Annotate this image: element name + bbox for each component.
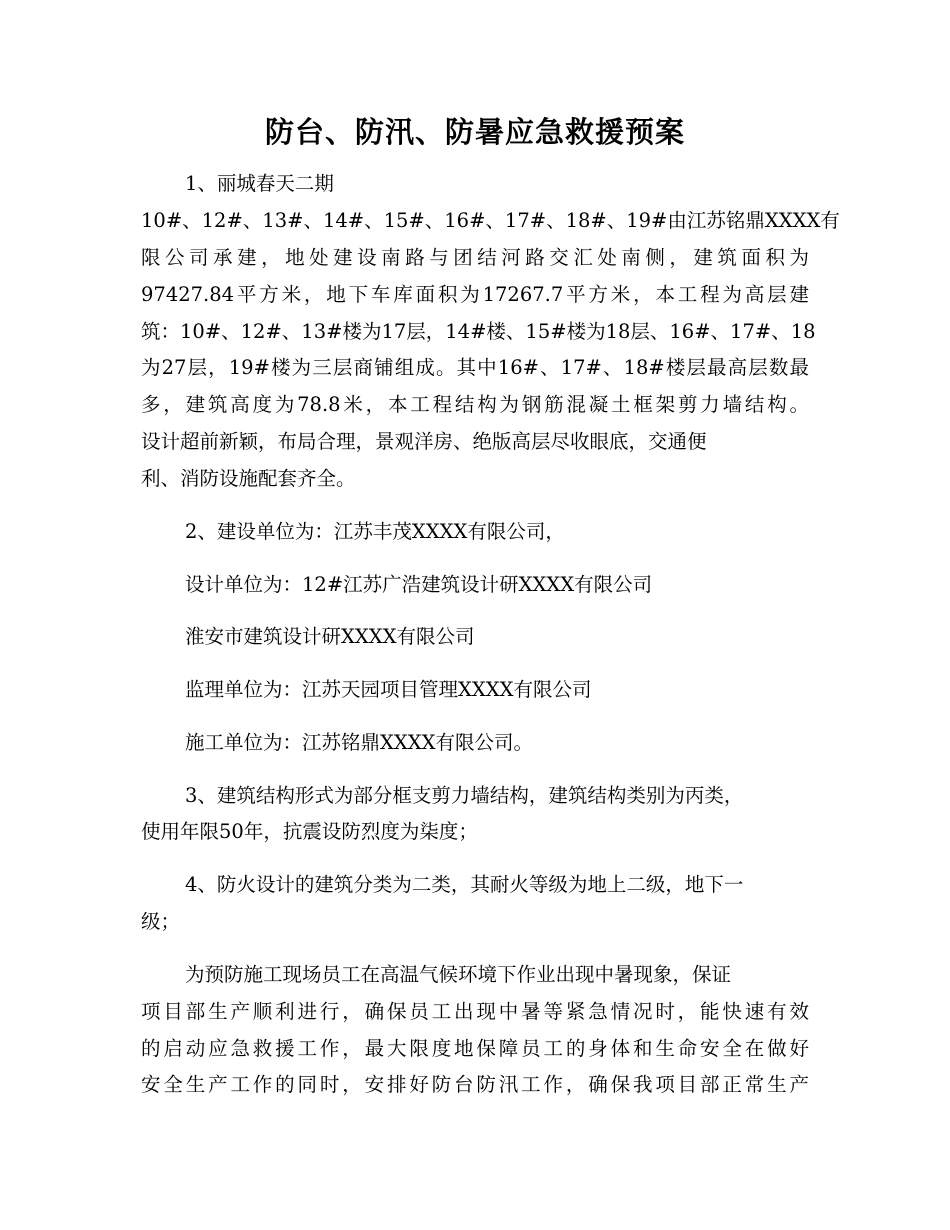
design-unit-line-2: 淮安市建筑设计研XXXX有限公司 <box>185 625 475 648</box>
paragraph-1-line-5: 筑：10#、12#、13#楼为17层，14#楼、15#楼为18层、16#、17#、18 <box>141 320 816 343</box>
paragraph-1-line-3: 限公司承建，地处建设南路与团结河路交汇处南侧，建筑面积为 <box>141 246 809 269</box>
document-title: 防台、防汛、防暑应急救援预案 <box>264 115 685 149</box>
paragraph-4-line-2: 级； <box>141 910 181 933</box>
paragraph-5-line-2: 项目部生产顺利进行，确保员工出现中暑等紧急情况时，能快速有效 <box>141 1000 809 1023</box>
paragraph-1-line-2: 10#、12#、13#、14#、15#、16#、17#、18#、19#由江苏铭鼎XXXX有 <box>141 209 840 232</box>
paragraph-4-line-1: 4、防火设计的建筑分类为二类，其耐火等级为地上二级，地下一 <box>185 873 744 896</box>
paragraph-1-line-1: 1、丽城春天二期 <box>185 172 334 195</box>
contractor-unit-line: 施工单位为：江苏铭鼎XXXX有限公司。 <box>185 731 534 754</box>
paragraph-5-line-4: 安全生产工作的同时，安排好防台防汛工作，确保我项目部正常生产 <box>141 1073 809 1096</box>
paragraph-1-line-8: 设计超前新颖，布局合理，景观洋房、绝版高层尽收眼底，交通便 <box>141 430 707 453</box>
supervision-unit-line: 监理单位为：江苏天园项目管理XXXX有限公司 <box>185 678 592 701</box>
paragraph-3-line-2: 使用年限50年，抗震设防烈度为柒度； <box>141 820 478 843</box>
paragraph-1-line-4: 97427.84平方米，地下车库面积为17267.7平方米，本工程为高层建 <box>141 283 809 306</box>
paragraph-1-line-6: 为27层，19#楼为三层商铺组成。其中16#、17#、18#楼层最高层数最 <box>141 356 809 379</box>
construction-unit-line: 2、建设单位为：江苏丰茂XXXX有限公司， <box>185 520 565 543</box>
paragraph-1-line-7: 多，建筑高度为78.8米，本工程结构为钢筋混凝土框架剪力墙结构。 <box>141 393 809 416</box>
design-unit-line: 设计单位为：12#江苏广浩建筑设计研XXXX有限公司 <box>185 573 653 596</box>
paragraph-5-line-1: 为预防施工现场员工在高温气候环境下作业出现中暑现象，保证 <box>185 963 732 986</box>
paragraph-1-line-9: 利、消防设施配套齐全。 <box>141 467 356 490</box>
paragraph-3-line-1: 3、建筑结构形式为部分框支剪力墙结构，建筑结构类别为丙类， <box>185 784 744 807</box>
paragraph-5-line-3: 的启动应急救援工作，最大限度地保障员工的身体和生命安全在做好 <box>141 1037 809 1060</box>
